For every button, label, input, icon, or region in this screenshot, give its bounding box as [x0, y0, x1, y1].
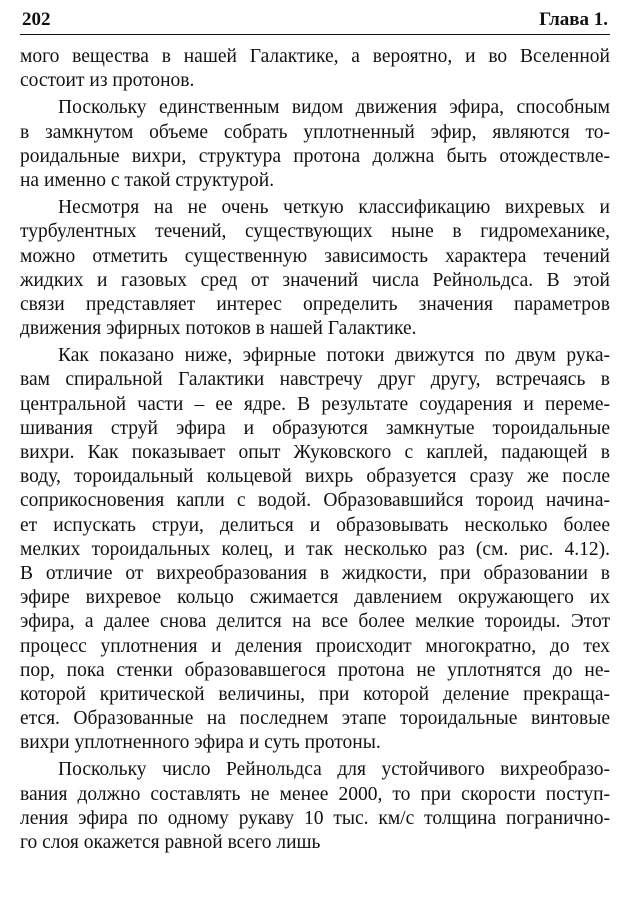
text-line: которой критической величины, при которой деление прекраща- [20, 683, 610, 705]
text-line: вам спиральной Галактики навстречу друг другу, встречаясь в [20, 369, 610, 391]
text-line: на именно с такой структурой. [20, 169, 275, 191]
text-line: пор, пока стенки образовавшегося протона не уплотнятся до не- [20, 659, 610, 681]
text-line: движения эфирных потоков в нашей Галактике. [20, 318, 417, 340]
text-line: состоит из протонов. [20, 70, 195, 92]
text-line: эфира, а далее снова делится на все более мелкие тороиды. Этот [20, 611, 610, 633]
text-line: Поскольку число Рейнольдса для устойчивого вихреобразо- [58, 759, 610, 781]
text-line: можно отметить существенную зависимость характера течений [20, 245, 610, 267]
text-line: Несмотря на не очень четкую классификацию вихревых и [58, 197, 610, 219]
text-line: го слоя окажется равной всего лишь [20, 832, 321, 853]
text-line: шивания струй эфира и образуются замкнутые тороидальные [20, 417, 610, 439]
paragraph-2 [20, 96, 610, 193]
text-line: Поскольку единственным видом движения эфира, способным [58, 97, 610, 119]
book-page [20, 8, 610, 858]
paragraph-1 [20, 45, 610, 93]
text-line: мого вещества в нашей Галактике, а вероятно, и во Вселенной [20, 46, 610, 67]
paragraph-5 [20, 758, 610, 855]
text-line: ется. Образованные на последнем этапе тороидальные винтовые [20, 708, 610, 730]
text-line: В отличие от вихреобразования в жидкости, при образовании в [20, 562, 610, 584]
text-line: роидальные вихри, структура протона должна быть отождествле- [20, 145, 610, 167]
text-line: вихри уплотненного эфира и суть протоны. [20, 732, 381, 754]
text-line: ет испускать струи, делиться и образовывать несколько более [20, 514, 610, 536]
text-line: Как показано ниже, эфирные потоки движутся по двум рука- [58, 345, 610, 367]
text-line: ления эфира по одному рукаву 10 тыс. км/с толщина погранично- [20, 807, 610, 829]
body-text [20, 45, 610, 855]
text-line: мелких тороидальных колец, и так несколько раз (см. рис. 4.12). [20, 538, 610, 560]
text-line: центральной части – ее ядре. В результате соударения и переме- [20, 393, 610, 415]
text-line: вания должно составлять не менее 2000, то при скорости поступ- [20, 783, 610, 805]
text-line: в замкнутом объеме собрать уплотненный эфир, являются то- [20, 121, 610, 143]
running-head [20, 8, 610, 35]
text-line: турбулентных течений, существующих ныне в гидромеханике, [20, 221, 610, 243]
text-line: процесс уплотнения и деления происходит многократно, до тех [20, 635, 610, 657]
text-line: воду, тороидальный кольцевой вихрь образуется сразу же после [20, 466, 610, 488]
paragraph-3 [20, 196, 610, 341]
text-line: соприкосновения капли с водой. Образовавшийся тороид начина- [20, 490, 610, 512]
page-number: 202 [22, 9, 51, 30]
paragraph-4 [20, 344, 610, 755]
text-line: жидких и газовых сред от значений числа Рейнольдса. В этой [20, 269, 610, 291]
text-line: вихри. Как показывает опыт Жуковского с каплей, падающей в [20, 442, 610, 463]
text-line: эфире вихревое кольцо сжимается давлением окружающего их [20, 587, 610, 609]
text-line: связи представляет интерес определить значения параметров [20, 293, 610, 315]
chapter-title: Глава 1. [539, 9, 608, 30]
